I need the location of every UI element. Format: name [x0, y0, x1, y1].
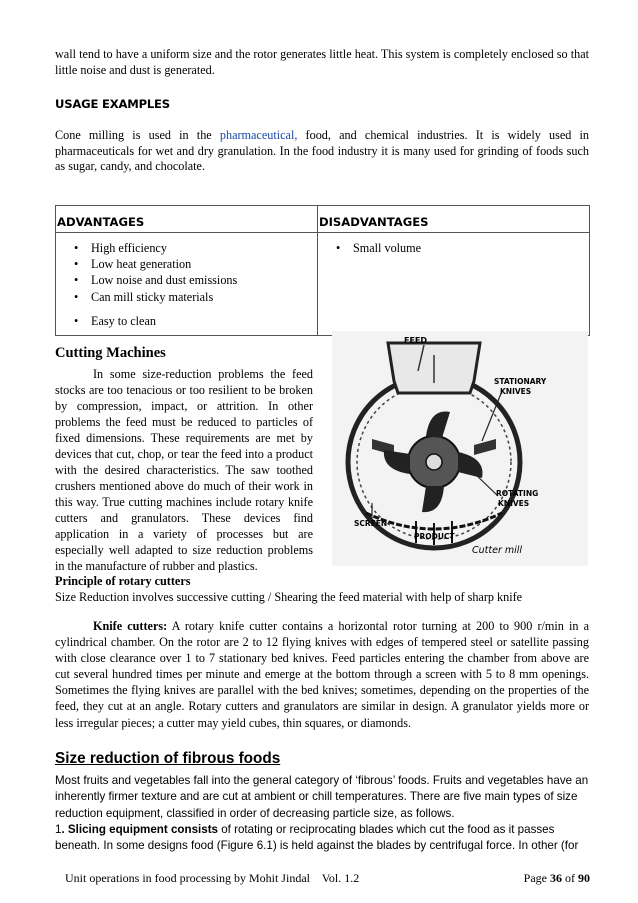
- label-rotating-knives: KNIVES: [498, 499, 530, 508]
- advantage-item: • High efficiency: [56, 240, 317, 256]
- cutting-paragraph: In some size-reduction problems the feed stocks are too tenacious or too resilient to be broken by compression, impact, or attrition. In other problems the feed must be reduced to particles of fixed dimensions. These requirements are met by devices that cut, chop, or tear the feed into a product with the desired characteristics. The saw toothed crushers mentioned above do much of their work in this way. True cutting machines include rotary knife cutters and granulators. These devices find application in a variety of processes but are especially well adapted to size reduction problems in the manufacture of rubber and plastics.: [55, 367, 313, 573]
- usage-text-2: food, and chemical industries. It is widely used in pharmaceuticals for wet and dry granulation. In the food industry it is many used for grinding of foods such as sugar, candy, and chocolate.: [55, 128, 589, 174]
- advantages-header: ADVANTAGES: [56, 206, 318, 233]
- item-label: . Slicing equipment consists: [61, 823, 218, 836]
- advantage-item: • Easy to clean: [56, 313, 317, 329]
- usage-paragraph: [55, 128, 589, 175]
- intro-paragraph: wall tend to have a uniform size and the rotor generates little heat. This system is completely enclosed so that little noise and dust is generated.: [55, 47, 589, 77]
- cutter-mill-figure: [332, 331, 588, 566]
- label-screen: SCREEN: [354, 519, 388, 528]
- fibrous-heading: Size reduction of fibrous foods: [55, 750, 281, 767]
- knife-text: A rotary knife cutter contains a horizontal rotor turning at 200 to 900 r/min in a cylindrical chamber. On the rotor are 2 to 12 flying knives with edges of tempered steel or satellite passing with close clearance over 1 to 7 stationary bed knives. Feed particles entering the chamber from above are cut several hundred times per minute and emerge at the bottom through a screen with 5 to 8 mm openings. Sometimes the flying knives are parallel with the bed knives; sometimes, depending on the properties of the feed, they cut at an angle. Rotary cutters and granulators are similar in design. A granulator yields more or less irregular pieces; a cutter may yield cubes, thin squares, or diamonds.: [55, 619, 589, 730]
- pharmaceutical-link[interactable]: pharmaceutical,: [219, 128, 298, 142]
- slicing-paragraph: [55, 822, 595, 855]
- advantage-item: • Low noise and dust emissions: [56, 272, 317, 288]
- page-label: Page: [523, 871, 550, 885]
- item-number: 1: [55, 823, 62, 836]
- usage-heading: USAGE EXAMPLES: [55, 97, 170, 111]
- page-total: 90: [578, 871, 590, 885]
- principle-heading: Principle of rotary cutters: [55, 574, 191, 588]
- disadvantages-cell: [318, 233, 590, 336]
- advantage-item: • Can mill sticky materials: [56, 289, 317, 305]
- knife-label: Knife cutters:: [93, 619, 168, 633]
- advantages-table: [55, 205, 590, 336]
- principle-text: Size Reduction involves successive cutting / Shearing the feed material with help of sharp knife: [55, 590, 523, 604]
- cutting-heading: Cutting Machines: [55, 345, 166, 361]
- usage-text-1: Cone milling is used in the: [55, 128, 220, 142]
- advantages-cell: [56, 233, 318, 336]
- figure-caption: Cutter mill: [472, 545, 523, 556]
- label-stationary-knives: KNIVES: [500, 387, 532, 396]
- rotor-shaft: [426, 454, 442, 470]
- item-text: of rotating or reciprocating blades which cut the food as it passes beneath. In some designs food (Figure 6.1) is held against the blades by centrifugal force. In other (for: [55, 823, 579, 853]
- label-feed: FEED: [404, 336, 428, 345]
- page-number: [524, 871, 590, 886]
- knife-paragraph: [55, 618, 589, 731]
- footer-left: Unit operations in food processing by Mohit Jindal Vol. 1.2: [65, 871, 360, 885]
- advantage-item: • Low heat generation: [56, 256, 317, 272]
- disadvantage-item: • Small volume: [318, 240, 589, 256]
- label-rotating: ROTATING: [496, 489, 539, 498]
- fibrous-paragraph: Most fruits and vegetables fall into the general category of ‘fibrous’ foods. Fruits and vegetables have an inherently firmer texture and are cut at ambient or chill temperatures. There are five main types of size reduction equipment, classified in order of decreasing particle size, as follows.: [55, 774, 589, 820]
- page-of: of: [562, 871, 578, 885]
- page-footer: [65, 871, 590, 886]
- disadvantages-header: DISADVANTAGES: [318, 206, 590, 233]
- page-current: 36: [550, 871, 562, 885]
- label-stationary: STATIONARY: [494, 377, 547, 386]
- label-product: PRODUCT: [414, 532, 455, 541]
